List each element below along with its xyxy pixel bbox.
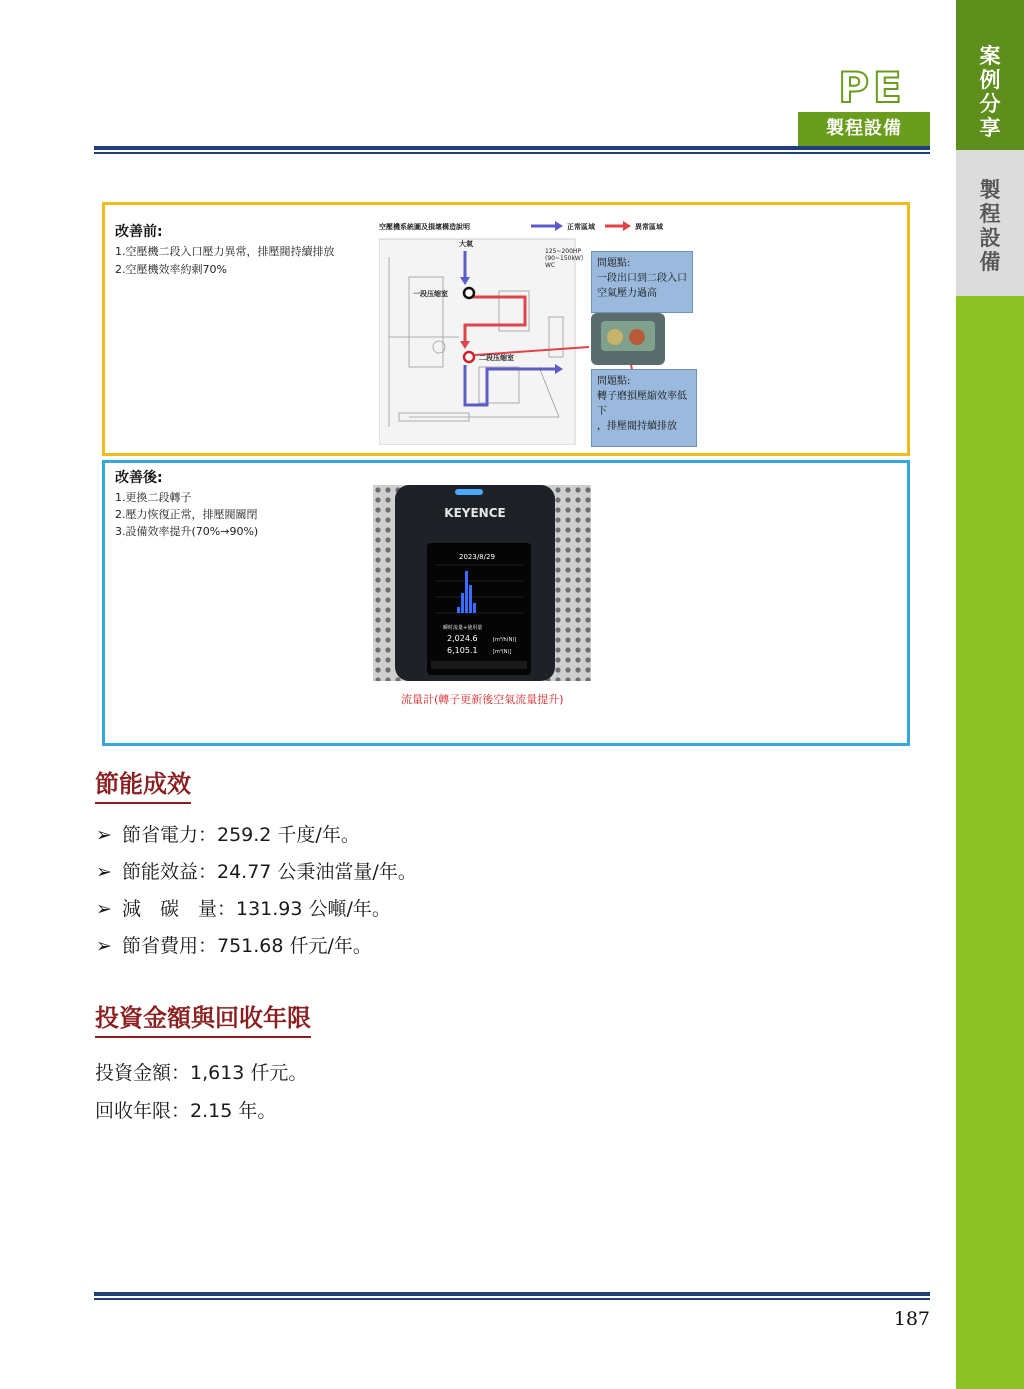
- svg-text:2,024.6: 2,024.6: [447, 634, 478, 643]
- problem-title: 問題點:: [597, 258, 631, 269]
- after-line: 1.更換二段轉子: [115, 491, 192, 504]
- savings-item: [96, 931, 372, 958]
- pe-logo: [814, 66, 930, 108]
- payback-period: 回收年限：2.15 年。: [95, 1100, 277, 1122]
- arrow-bullet-icon: ➢: [96, 898, 112, 920]
- svg-text:KEYENCE: KEYENCE: [444, 506, 506, 520]
- meter-caption: 流量計(轉子更新後空氣流量提升): [401, 693, 564, 706]
- problem-text: 轉子磨損壓縮效率低下 ，排壓閥持續排放: [597, 391, 687, 432]
- svg-text:(90~150kW): (90~150kW): [545, 255, 584, 262]
- svg-text:大氣: 大氣: [459, 240, 473, 248]
- side-tab-top-label: 案 例 分 享: [979, 44, 1001, 140]
- svg-text:PE: PE: [838, 66, 906, 108]
- section-title-investment: 投資金額與回收年限: [95, 998, 311, 1038]
- savings-text: 節能效益：24.77 公秉油當量/年。: [122, 861, 417, 883]
- before-line: 1.空壓機二段入口壓力異常，排壓閥持續排放: [115, 245, 335, 258]
- after-panel: [102, 460, 910, 746]
- svg-text:一段压缩室: 一段压缩室: [413, 290, 448, 298]
- savings-item: [96, 894, 391, 921]
- svg-text:[m³(N)]: [m³(N)]: [493, 649, 512, 655]
- savings-text: 節省費用：751.68 仟元/年。: [122, 935, 372, 957]
- svg-text:空壓機系統圖及損壞構造說明: 空壓機系統圖及損壞構造說明: [379, 223, 470, 231]
- category-label: 製程設備: [798, 112, 930, 146]
- problem-callout-1: [591, 251, 693, 313]
- svg-text:[m³/h(N)]: [m³/h(N)]: [493, 637, 517, 643]
- page-number: 187: [893, 1308, 930, 1330]
- after-line: 2.壓力恢復正常，排壓閥關閉: [115, 508, 258, 521]
- arrow-bullet-icon: ➢: [96, 824, 112, 846]
- flow-meter-photo: [373, 485, 591, 681]
- footer-rule: [94, 1292, 930, 1300]
- savings-text: 減 碳 量：131.93 公噸/年。: [122, 898, 391, 920]
- before-line: 2.空壓機效率約剩70%: [115, 263, 227, 276]
- problem-callout-2: [591, 369, 697, 447]
- arrow-bullet-icon: ➢: [96, 935, 112, 957]
- svg-text:異常區域: 異常區域: [635, 223, 663, 231]
- savings-item: [96, 820, 360, 847]
- savings-item: [96, 857, 417, 884]
- svg-text:2023/8/29: 2023/8/29: [459, 553, 495, 561]
- arrow-bullet-icon: ➢: [96, 861, 112, 883]
- section-title-savings: 節能成效: [95, 764, 191, 804]
- before-heading: 改善前:: [115, 224, 163, 240]
- investment-amount: 投資金額：1,613 仟元。: [95, 1062, 308, 1084]
- problem-title: 問題點:: [597, 376, 631, 387]
- svg-text:6,105.1: 6,105.1: [447, 646, 478, 655]
- svg-text:WC: WC: [545, 262, 556, 269]
- header-rule: [94, 146, 930, 154]
- before-panel: [102, 202, 910, 456]
- side-tab-bottom-label: 製 程 設 備: [979, 178, 1001, 274]
- after-line: 3.設備效率提升(70%→90%): [115, 525, 259, 538]
- svg-text:瞬时流量+使用量: 瞬时流量+使用量: [443, 625, 483, 631]
- savings-text: 節省電力：259.2 千度/年。: [122, 824, 360, 846]
- after-heading: 改善後:: [115, 470, 163, 486]
- svg-text:125~200HP: 125~200HP: [545, 248, 582, 255]
- side-tab: [956, 0, 1024, 1389]
- svg-text:正常區域: 正常區域: [567, 223, 595, 231]
- problem-text: 一段出口到二段入口 空氣壓力過高: [597, 273, 687, 299]
- svg-text:二段压缩室: 二段压缩室: [479, 354, 514, 362]
